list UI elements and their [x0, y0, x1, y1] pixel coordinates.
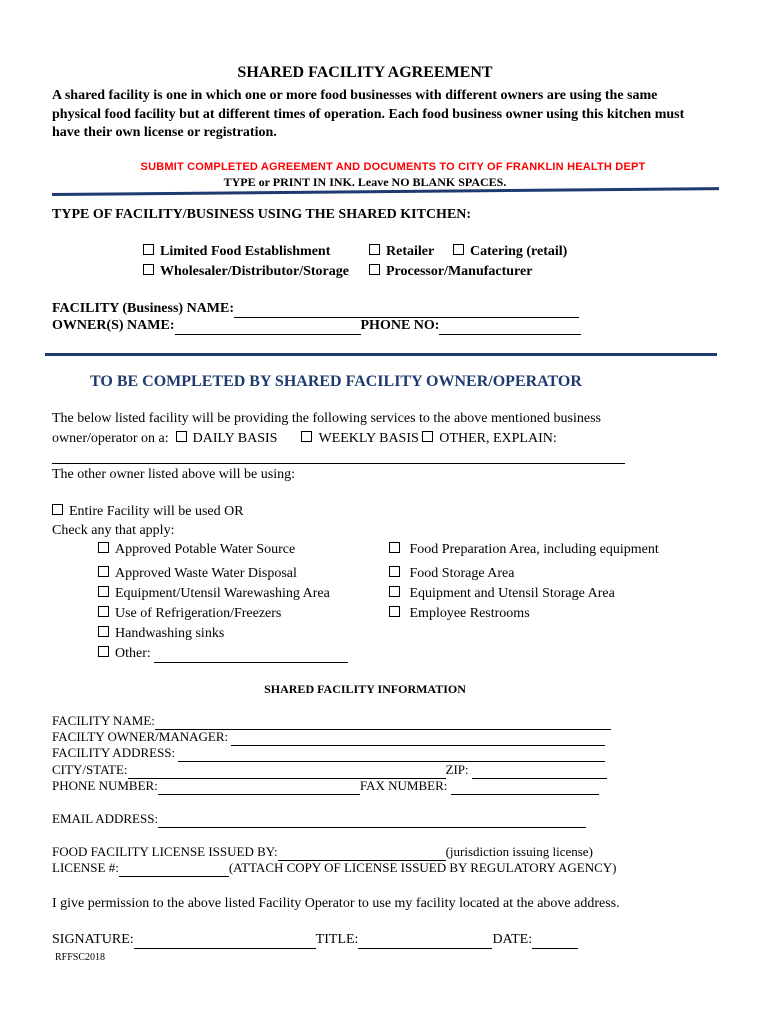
- signature-field[interactable]: [134, 932, 316, 949]
- permission-statement: I give permission to the above listed Facility Operator to use my facility located at the above address.: [52, 896, 620, 911]
- option-restrooms[interactable]: Employee Restrooms: [389, 606, 530, 622]
- form-code: RFFSC2018: [55, 952, 106, 963]
- divider-middle: [45, 353, 717, 356]
- checkbox-icon[interactable]: [143, 244, 154, 255]
- checkbox-icon[interactable]: [389, 542, 400, 553]
- option-food-prep[interactable]: Food Preparation Area, including equipment: [389, 542, 659, 558]
- checkbox-icon[interactable]: [98, 586, 109, 597]
- info-owner-manager-row: FACILTY OWNER/MANAGER:: [52, 729, 605, 746]
- info-address-field[interactable]: [178, 745, 605, 762]
- basis-daily: DAILY BASIS: [192, 431, 278, 446]
- info-city-zip-row: CITY/STATE: ZIP:: [52, 762, 607, 779]
- info-license-issued-row: FOOD FACILITY LICENSE ISSUED BY: (jurisdiction issuing license): [52, 844, 593, 859]
- services-text-1: The below listed facility will be providing the following services to the above mentioned business: [52, 411, 601, 426]
- entire-facility-option[interactable]: Entire Facility will be used OR: [52, 504, 244, 520]
- checkbox-icon[interactable]: [422, 431, 433, 442]
- page-title: SHARED FACILITY AGREEMENT: [237, 64, 493, 81]
- checkbox-icon[interactable]: [143, 264, 154, 275]
- option-utensil-storage[interactable]: Equipment and Utensil Storage Area: [389, 586, 615, 602]
- info-license-number-field[interactable]: [119, 860, 229, 877]
- option-potable-water[interactable]: Approved Potable Water Source: [98, 542, 295, 558]
- option-food-storage[interactable]: Food Storage Area: [389, 566, 514, 582]
- info-phone-fax-row: PHONE NUMBER: FAX NUMBER:: [52, 778, 599, 795]
- info-facility-name-row: FACILITY NAME:: [52, 713, 611, 730]
- type-print-note: TYPE or PRINT IN INK. Leave NO BLANK SPACES.: [223, 175, 507, 189]
- info-phone-field[interactable]: [158, 778, 360, 795]
- facility-business-name-row: FACILITY (Business) NAME:: [52, 301, 579, 318]
- option-processor[interactable]: Processor/Manufacturer: [369, 264, 532, 280]
- basis-weekly: WEEKLY BASIS: [318, 431, 419, 446]
- info-license-issuer-field[interactable]: [278, 844, 446, 861]
- option-refrigeration[interactable]: Use of Refrigeration/Freezers: [98, 606, 281, 622]
- checkbox-icon[interactable]: [389, 606, 400, 617]
- other-explain-line[interactable]: [52, 463, 625, 464]
- checkbox-icon[interactable]: [389, 566, 400, 577]
- checkbox-icon[interactable]: [98, 606, 109, 617]
- checkbox-icon[interactable]: [176, 431, 187, 442]
- option-catering[interactable]: Catering (retail): [453, 244, 567, 260]
- owner-phone-row: OWNER(S) NAME: PHONE NO:: [52, 318, 581, 335]
- checkbox-icon[interactable]: [98, 646, 109, 657]
- info-zip-field[interactable]: [472, 762, 607, 779]
- option-waste-water[interactable]: Approved Waste Water Disposal: [98, 566, 297, 582]
- checkbox-icon[interactable]: [98, 542, 109, 553]
- intro-paragraph: A shared facility is one in which one or more food businesses with different owners are using the same physical food facility but at different times of operation. Each food business owner using this kitchen must have their own license or registration.: [52, 88, 685, 140]
- submit-notice: SUBMIT COMPLETED AGREEMENT AND DOCUMENTS TO CITY OF FRANKLIN HEALTH DEPT: [140, 161, 646, 173]
- option-limited-food[interactable]: Limited Food Establishment: [143, 244, 330, 260]
- info-email-row: EMAIL ADDRESS:: [52, 811, 586, 828]
- info-email-field[interactable]: [158, 811, 586, 828]
- info-owner-manager-field[interactable]: [231, 729, 605, 746]
- info-facility-name-field[interactable]: [155, 713, 611, 730]
- checkbox-icon[interactable]: [301, 431, 312, 442]
- facility-business-name-field[interactable]: [234, 301, 579, 318]
- checkbox-icon[interactable]: [389, 586, 400, 597]
- checkbox-icon[interactable]: [369, 244, 380, 255]
- checkbox-icon[interactable]: [52, 504, 63, 515]
- option-handwashing[interactable]: Handwashing sinks: [98, 626, 224, 642]
- title-field[interactable]: [358, 932, 492, 949]
- info-fax-field[interactable]: [451, 778, 599, 795]
- facility-type-heading: TYPE OF FACILITY/BUSINESS USING THE SHARED KITCHEN:: [52, 207, 472, 222]
- checkbox-icon[interactable]: [98, 566, 109, 577]
- owner-name-field[interactable]: [175, 318, 361, 335]
- info-city-state-field[interactable]: [128, 762, 446, 779]
- option-warewashing[interactable]: Equipment/Utensil Warewashing Area: [98, 586, 330, 602]
- other-field[interactable]: [154, 646, 348, 663]
- basis-other: OTHER, EXPLAIN:: [439, 431, 557, 446]
- services-basis-row: owner/operator on a: DAILY BASIS WEEKLY BASIS OTHER, EXPLAIN:: [52, 431, 557, 446]
- owner-section-heading: TO BE COMPLETED BY SHARED FACILITY OWNER/OPERATOR: [90, 373, 582, 390]
- check-any-text: Check any that apply:: [52, 523, 175, 538]
- info-address-row: FACILITY ADDRESS:: [52, 745, 605, 762]
- signature-row: SIGNATURE: TITLE: DATE:: [52, 932, 578, 949]
- other-owner-text: The other owner listed above will be using:: [52, 467, 295, 482]
- checkbox-icon[interactable]: [369, 264, 380, 275]
- option-other[interactable]: Other:: [98, 646, 348, 663]
- checkbox-icon[interactable]: [98, 626, 109, 637]
- phone-field[interactable]: [439, 318, 581, 335]
- date-field[interactable]: [532, 932, 578, 949]
- info-section-heading: SHARED FACILITY INFORMATION: [264, 682, 466, 696]
- option-retailer[interactable]: Retailer: [369, 244, 434, 260]
- option-wholesaler[interactable]: Wholesaler/Distributor/Storage: [143, 264, 349, 280]
- checkbox-icon[interactable]: [453, 244, 464, 255]
- info-license-number-row: LICENSE #: (ATTACH COPY OF LICENSE ISSUED BY REGULATORY AGENCY): [52, 860, 617, 875]
